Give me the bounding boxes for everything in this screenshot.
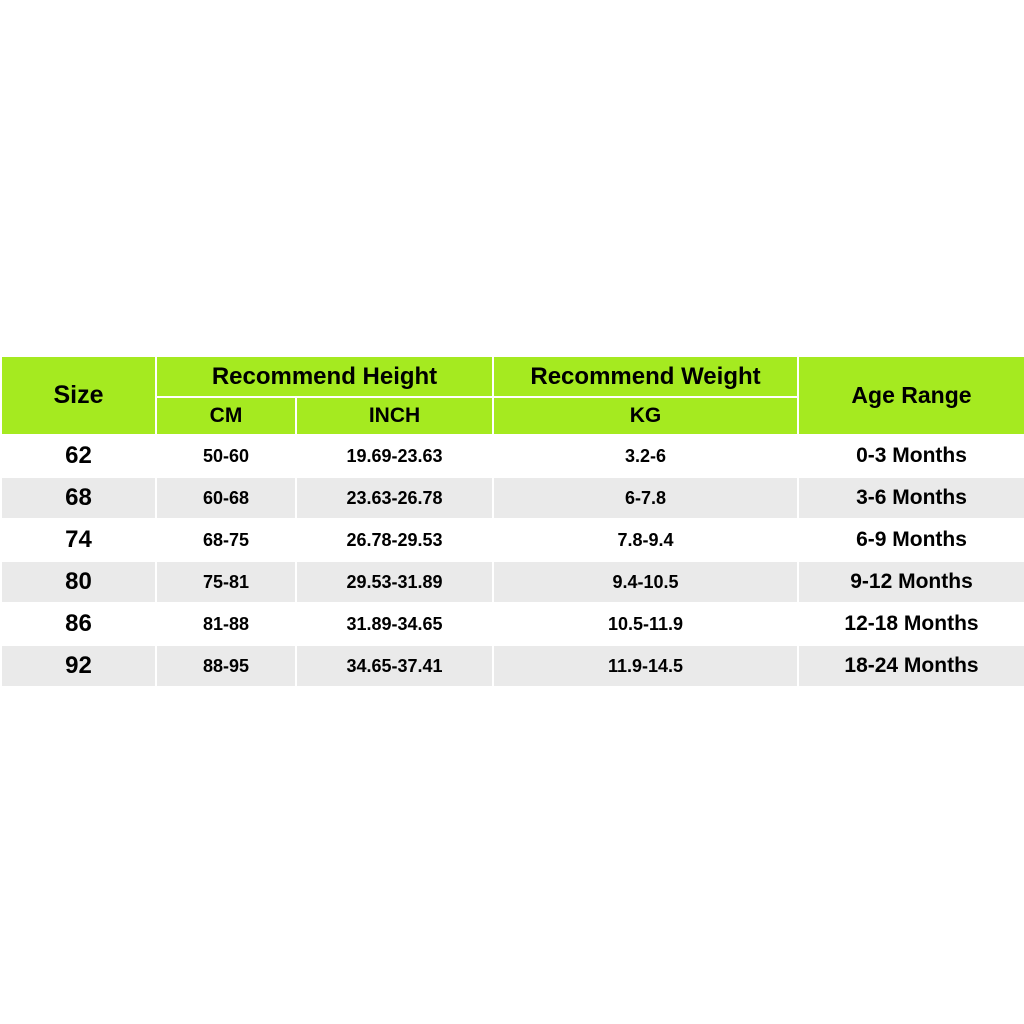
cell-cm: 68-75	[156, 519, 296, 561]
cell-age: 18-24 Months	[798, 645, 1024, 687]
cell-cm: 50-60	[156, 435, 296, 477]
cell-inch: 34.65-37.41	[296, 645, 493, 687]
cell-age: 9-12 Months	[798, 561, 1024, 603]
cell-age: 6-9 Months	[798, 519, 1024, 561]
size-chart-table	[0, 355, 1024, 688]
cell-cm: 88-95	[156, 645, 296, 687]
table-row	[1, 435, 1024, 477]
table-row	[1, 645, 1024, 687]
table-row	[1, 561, 1024, 603]
cell-cm: 60-68	[156, 477, 296, 519]
cell-inch: 19.69-23.63	[296, 435, 493, 477]
cell-age: 3-6 Months	[798, 477, 1024, 519]
cell-size: 62	[1, 435, 156, 477]
header-size: Size	[1, 356, 156, 435]
cell-inch: 31.89-34.65	[296, 603, 493, 645]
header-recommend-height: Recommend Height	[156, 356, 493, 397]
cell-kg: 10.5-11.9	[493, 603, 798, 645]
cell-cm: 75-81	[156, 561, 296, 603]
cell-inch: 29.53-31.89	[296, 561, 493, 603]
cell-size: 92	[1, 645, 156, 687]
cell-kg: 9.4-10.5	[493, 561, 798, 603]
table-row	[1, 477, 1024, 519]
table-header-row-top	[1, 356, 1024, 397]
table-row	[1, 603, 1024, 645]
table-row	[1, 519, 1024, 561]
cell-kg: 7.8-9.4	[493, 519, 798, 561]
cell-inch: 23.63-26.78	[296, 477, 493, 519]
cell-size: 80	[1, 561, 156, 603]
cell-size: 86	[1, 603, 156, 645]
cell-age: 0-3 Months	[798, 435, 1024, 477]
table-header	[1, 356, 1024, 435]
header-unit-cm: CM	[156, 397, 296, 435]
cell-size: 74	[1, 519, 156, 561]
size-chart	[0, 355, 1024, 688]
table-body	[1, 435, 1024, 687]
cell-kg: 11.9-14.5	[493, 645, 798, 687]
cell-inch: 26.78-29.53	[296, 519, 493, 561]
header-unit-inch: INCH	[296, 397, 493, 435]
cell-age: 12-18 Months	[798, 603, 1024, 645]
header-recommend-weight: Recommend Weight	[493, 356, 798, 397]
cell-kg: 3.2-6	[493, 435, 798, 477]
header-age-range: Age Range	[798, 356, 1024, 435]
cell-cm: 81-88	[156, 603, 296, 645]
cell-kg: 6-7.8	[493, 477, 798, 519]
cell-size: 68	[1, 477, 156, 519]
header-unit-kg: KG	[493, 397, 798, 435]
